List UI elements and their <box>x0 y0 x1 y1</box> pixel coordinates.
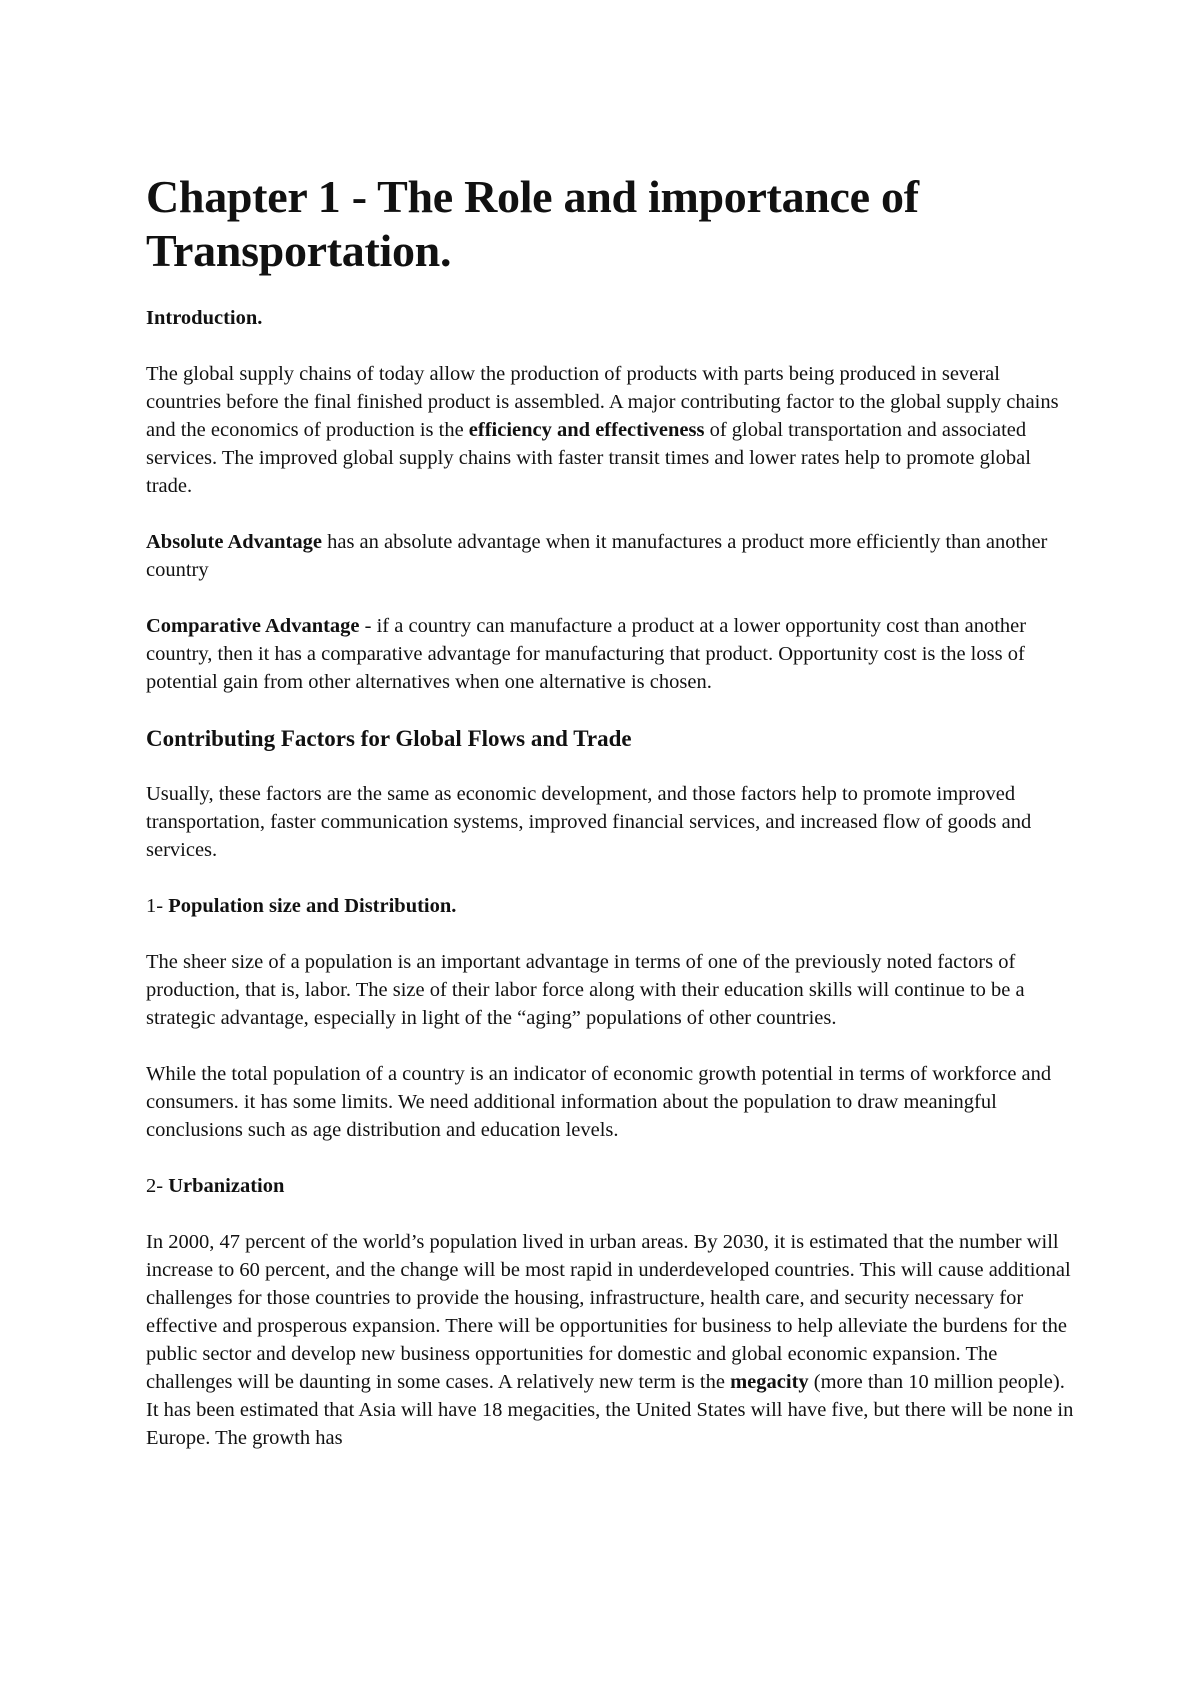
population-title: Population size and Distribution. <box>168 895 457 917</box>
introduction-text-end: of global transportation and associated services. The improved global supply chains with faster transit times and lower rates help to promote global trade. <box>146 419 1031 497</box>
comparative-advantage-text: - if a country can manufacture a product at a lower opportunity cost than another country, then it has a comparative advantage for manufacturing that product. Opportunity cost is the loss of potential gain from other alternatives when one alternative is chosen. <box>146 615 1027 693</box>
introduction-label: Introduction. <box>146 307 263 329</box>
factors-heading: Contributing Factors for Global Flows and Trade <box>146 726 632 751</box>
urbanization-title: Urbanization <box>168 1175 285 1197</box>
comparative-advantage-term: Comparative Advantage <box>146 615 360 637</box>
urbanization-number: 2- <box>146 1175 169 1197</box>
absolute-advantage-paragraph <box>146 528 1076 584</box>
document-body <box>146 170 1076 1452</box>
absolute-advantage-term: Absolute Advantage <box>146 531 322 553</box>
efficiency-term: efficiency and effectiveness <box>468 419 705 441</box>
urbanization-text-start: In 2000, 47 percent of the world’s population lived in urban areas. By 2030, it is estimated that the number will increase to 60 percent, and the change will be most rapid in underdeveloped countries. This will cause additional challenges for those countries to provide the housing, infrastructure, health care, and security necessary for effective and prosperous expansion. There will be opportunities for business to help alleviate the burdens for the public sector and develop new business opportunities for domestic and global economic expansion. The challenges will be daunting in some cases. A relatively new term is the <box>146 1231 1071 1393</box>
introduction-paragraph <box>146 360 1076 500</box>
absolute-advantage-text: has an absolute advantage when it manufactures a product more efficiently than another country <box>146 531 1048 581</box>
megacity-term: megacity <box>730 1371 809 1393</box>
comparative-advantage-paragraph <box>146 612 1076 696</box>
population-paragraph-1: The sheer size of a population is an important advantage in terms of one of the previously noted factors of production, that is, labor. The size of their labor force along with their education skills will continue to be a strategic advantage, especially in light of the “aging” populations of other countries. <box>146 951 1025 1029</box>
population-number: 1- <box>146 895 169 917</box>
population-paragraph-2: While the total population of a country is an indicator of economic growth potential in terms of workforce and consumers. it has some limits. We need additional information about the population to draw meaningful conclusions such as age distribution and education levels. <box>146 1063 1052 1141</box>
urbanization-heading <box>146 1172 1076 1200</box>
urbanization-text-end: (more than 10 million people). It has been estimated that Asia will have 18 megacities, the United States will have five, but there will be none in Europe. The growth has <box>146 1371 1074 1449</box>
population-heading <box>146 892 1076 920</box>
urbanization-paragraph <box>146 1228 1076 1452</box>
factors-paragraph: Usually, these factors are the same as economic development, and those factors help to promote improved transportation, faster communication systems, improved financial services, and increased flow of goods and services. <box>146 783 1032 861</box>
chapter-title: Chapter 1 - The Role and importance of Transportation. <box>146 171 919 276</box>
introduction-text-start: The global supply chains of today allow the production of products with parts being produced in several countries before the final finished product is assembled. A major contributing factor to the global supply chains and the economics of production is the <box>146 363 1059 441</box>
